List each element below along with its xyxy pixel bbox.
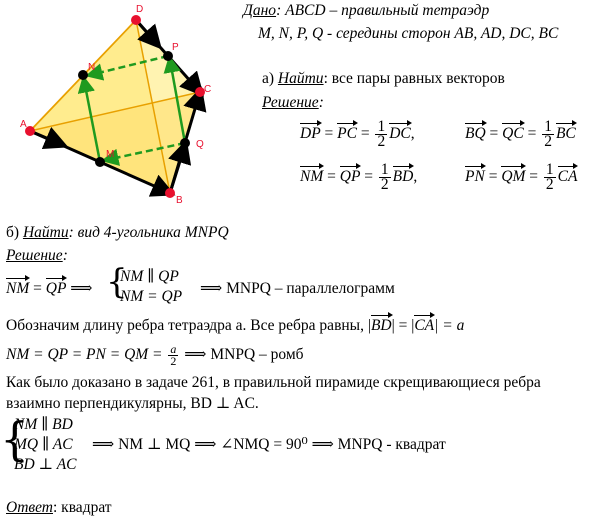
part-a-header bbox=[262, 70, 505, 88]
given-label: Дано bbox=[243, 2, 277, 19]
system2-line2: MQ ∥ AC bbox=[14, 436, 73, 453]
part-a-find: Найти bbox=[277, 70, 324, 87]
system2-result: ⟹ NM ⊥ MQ ⟹ ∠NMQ = 90⁰ ⟹ MNPQ - квадрат bbox=[92, 436, 446, 453]
system1-line2: NM = QP bbox=[120, 288, 183, 305]
rhombus-line: NM = QP = PN = QM = $\frac{a}{2}$ ⟹ MNPQ – ромб bbox=[6, 342, 304, 368]
system1-left: NM = QP ⟹ bbox=[6, 280, 93, 297]
equation-pn-qm: PN = QM = $\frac{1}{2}$ CA bbox=[465, 161, 578, 193]
given-line2: M, N, P, Q - середины сторон AB, AD, DC, BC bbox=[258, 25, 559, 42]
system1-brace: { bbox=[106, 262, 128, 302]
part-b-solution-label: Решение: bbox=[6, 247, 68, 264]
label-n: N bbox=[88, 62, 96, 73]
point-m bbox=[95, 157, 105, 167]
proof-line1: Как было доказано в задаче 261, в правильной пирамиде скрещивающиеся ребра bbox=[6, 374, 541, 391]
equation-dp-pc: DP = PC = $\frac{1}{2}$ DC, bbox=[300, 118, 415, 150]
answer-line bbox=[6, 499, 112, 517]
vertex-b bbox=[165, 188, 175, 198]
part-a-prefix: а) bbox=[262, 70, 278, 87]
system2-brace: { bbox=[0, 412, 30, 466]
label-d: D bbox=[136, 4, 144, 15]
given-line1 bbox=[243, 2, 489, 20]
label-q: Q bbox=[196, 139, 204, 150]
point-n bbox=[78, 70, 88, 80]
vertex-d bbox=[131, 15, 141, 25]
part-a-rest: : все пары равных векторов bbox=[323, 70, 505, 87]
system1-line1: NM ∥ QP bbox=[120, 268, 179, 285]
part-b-header: б) Найти: вид 4-угольника MNPQ bbox=[6, 224, 229, 241]
label-p: P bbox=[172, 42, 179, 53]
tetrahedron-figure bbox=[0, 0, 230, 215]
proof-line2: взаимно перпендикулярны, BD ⊥ AC. bbox=[6, 395, 259, 412]
label-b: B bbox=[176, 195, 183, 206]
label-c: C bbox=[204, 84, 212, 95]
label-a: A bbox=[20, 119, 27, 130]
system2-line3: BD ⊥ AC bbox=[14, 456, 77, 473]
answer-label: Ответ bbox=[6, 499, 53, 516]
system2-line1: NM ∥ BD bbox=[14, 416, 73, 433]
part-a-solution-label: Решение: bbox=[262, 94, 324, 111]
system1-result: ⟹ MNPQ – параллелограмм bbox=[200, 280, 395, 297]
point-q bbox=[180, 138, 190, 148]
answer-value: : квадрат bbox=[52, 499, 112, 516]
edge-sentence: Обозначим длину ребра тетраэдра a. Все ребра равны, |BD| = |CA| = a bbox=[6, 317, 465, 334]
equation-bq-qc: BQ = QC = $\frac{1}{2}$ BC bbox=[465, 118, 576, 150]
label-m: M bbox=[106, 149, 115, 160]
equation-nm-qp: NM = QP = $\frac{1}{2}$ BD, bbox=[300, 161, 418, 193]
given-line1-rest: : ABCD – правильный тетраэдр bbox=[276, 2, 490, 19]
